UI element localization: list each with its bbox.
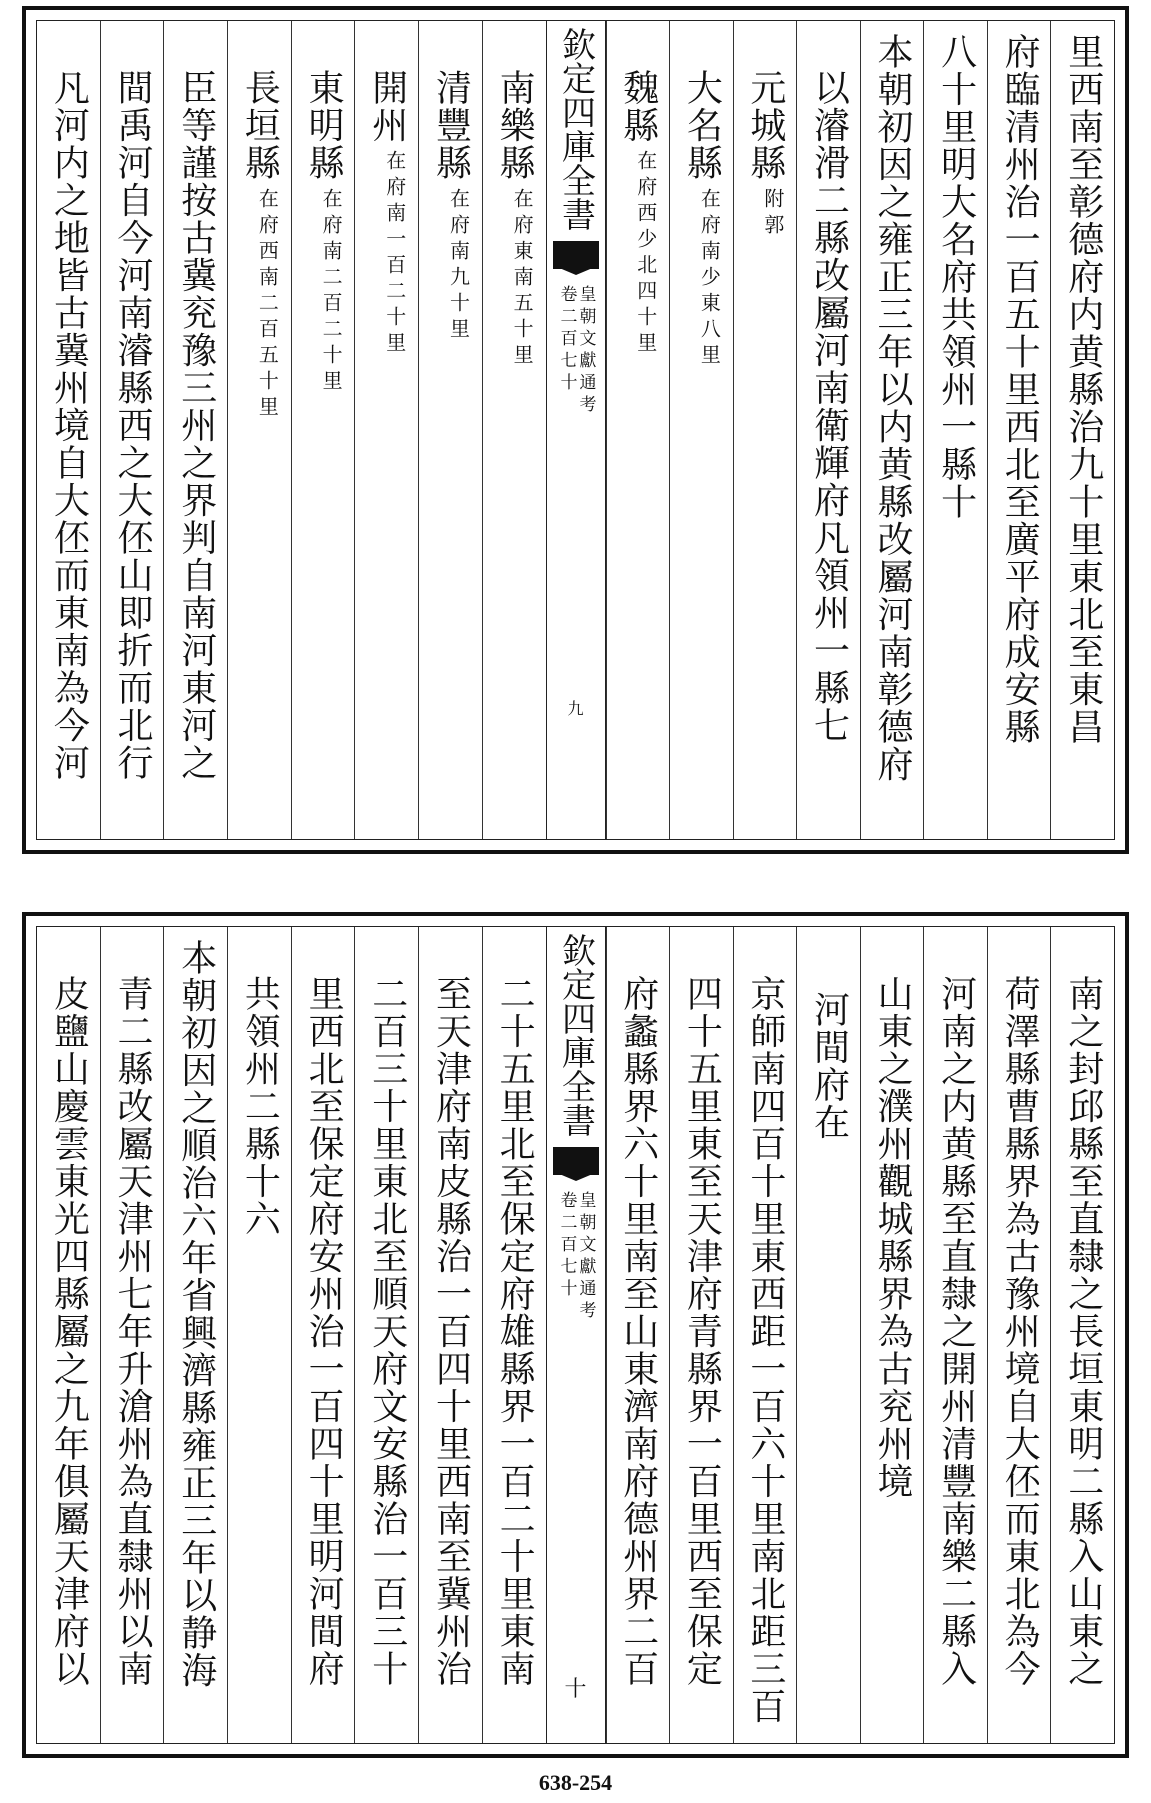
top-page-inner bbox=[36, 20, 1115, 840]
location-note bbox=[446, 187, 471, 344]
text-column bbox=[37, 927, 100, 1743]
fish-tail-ornament bbox=[553, 241, 599, 269]
book-title: 皇朝文獻通考 bbox=[575, 1191, 596, 1323]
county-entry bbox=[681, 69, 723, 370]
note-line: 附 bbox=[760, 187, 785, 214]
text-column bbox=[923, 21, 987, 839]
county-name: 南樂縣 bbox=[494, 69, 536, 182]
column-text: 荷澤縣曹縣界為古豫州境自大伾而東北為今 bbox=[999, 975, 1041, 1688]
text-column bbox=[418, 927, 482, 1743]
location-note bbox=[255, 187, 280, 422]
note-line: 在府西南二 bbox=[255, 187, 280, 318]
volume-number: 卷二百七十 bbox=[556, 285, 577, 395]
column-text: 皮鹽山慶雲東光四縣屬之九年俱屬天津府以 bbox=[48, 975, 90, 1688]
text-column bbox=[482, 21, 546, 839]
text-column bbox=[37, 21, 100, 839]
leaf-number: 九 bbox=[567, 699, 584, 718]
text-column bbox=[733, 927, 797, 1743]
note-line: 東八里 bbox=[697, 291, 722, 370]
center-margin-bottom bbox=[546, 927, 606, 1743]
top-page bbox=[22, 6, 1129, 854]
margin-subtitles bbox=[558, 285, 594, 417]
column-text: 臣等謹按古冀兖豫三州之界判自南河東河之 bbox=[175, 69, 217, 782]
text-column bbox=[860, 21, 924, 839]
location-note bbox=[697, 187, 722, 370]
county-name: 清豐縣 bbox=[430, 69, 472, 182]
note-line: 在府南一 bbox=[382, 150, 407, 254]
note-line: 百二十里 bbox=[319, 291, 344, 396]
center-margin-top bbox=[546, 21, 606, 839]
bottom-page-inner bbox=[36, 926, 1115, 1744]
text-column bbox=[354, 21, 418, 839]
county-entry bbox=[617, 69, 659, 358]
column-text: 四十五里東至天津府青縣界一百里西至保定 bbox=[681, 975, 723, 1688]
note-line: 在府南二 bbox=[319, 187, 344, 292]
column-text: 共領州二縣十六 bbox=[239, 975, 281, 1238]
text-column bbox=[163, 927, 227, 1743]
text-column bbox=[669, 21, 733, 839]
bottom-page-right-half bbox=[606, 927, 1115, 1743]
location-note bbox=[510, 187, 535, 370]
top-page-left-half bbox=[37, 21, 546, 839]
column-text: 八十里明大名府共領州一縣十 bbox=[935, 33, 977, 521]
note-line: 在府東南 bbox=[510, 187, 535, 292]
collection-title: 欽定四庫全書 bbox=[555, 27, 596, 231]
county-entry bbox=[239, 69, 281, 422]
column-text: 至天津府南皮縣治一百四十里西南至冀州治 bbox=[430, 975, 472, 1688]
note-line: 九十里 bbox=[446, 265, 471, 344]
note-line: 郭 bbox=[760, 213, 785, 240]
location-note bbox=[319, 187, 344, 396]
text-column bbox=[100, 21, 164, 839]
column-text: 間禹河自今河南濬縣西之大伾山即折而北行 bbox=[112, 69, 154, 782]
column-text: 府蠡縣界六十里南至山東濟南府德州界二百 bbox=[617, 975, 659, 1688]
text-column bbox=[860, 927, 924, 1743]
text-column bbox=[796, 927, 860, 1743]
text-column bbox=[1050, 927, 1114, 1743]
text-column bbox=[1050, 21, 1114, 839]
margin-subtitles bbox=[558, 1191, 594, 1323]
location-note bbox=[384, 150, 405, 358]
book-title: 皇朝文獻通考 bbox=[575, 285, 596, 417]
bottom-page-left-half bbox=[37, 927, 546, 1743]
note-line: 百五十里 bbox=[255, 317, 280, 422]
column-text: 里西北至保定府安州治一百四十里明河間府 bbox=[303, 975, 345, 1688]
column-text: 山東之濮州觀城縣界為古兖州境 bbox=[872, 975, 914, 1500]
county-name: 魏縣 bbox=[617, 69, 659, 144]
column-text: 本朝初因之順治六年省興濟縣雍正三年以静海 bbox=[175, 939, 217, 1689]
county-name: 長垣縣 bbox=[239, 69, 281, 182]
text-column bbox=[227, 21, 291, 839]
county-entry bbox=[430, 69, 472, 344]
text-column bbox=[606, 21, 670, 839]
leaf-number: 十 bbox=[564, 1677, 587, 1702]
volume-number: 卷二百七十 bbox=[556, 1191, 577, 1301]
county-entry bbox=[303, 69, 345, 396]
page-number: 638-254 bbox=[538, 1770, 613, 1795]
county-entry bbox=[744, 69, 786, 240]
text-column bbox=[291, 21, 355, 839]
column-text: 凡河内之地皆古冀州境自大伾而東南為今河 bbox=[48, 69, 90, 782]
text-column bbox=[796, 21, 860, 839]
column-text: 府臨清州治一百五十里西北至廣平府成安縣 bbox=[999, 33, 1041, 746]
column-text: 里西南至彰德府内黄縣治九十里東北至東昌 bbox=[1062, 33, 1104, 746]
collection-title: 欽定四庫全書 bbox=[555, 933, 596, 1137]
column-text: 本朝初因之雍正三年以内黄縣改屬河南彰德府 bbox=[872, 33, 914, 783]
text-column bbox=[163, 21, 227, 839]
bottom-page bbox=[22, 912, 1129, 1758]
column-text: 河間府在 bbox=[808, 991, 850, 1141]
county-name: 開州 bbox=[366, 69, 408, 144]
note-line: 在府南少 bbox=[697, 187, 722, 292]
county-name: 大名縣 bbox=[681, 69, 723, 182]
column-text: 河南之内黄縣至直隸之開州清豐南樂二縣入 bbox=[935, 975, 977, 1688]
county-name: 東明縣 bbox=[303, 69, 345, 182]
top-page-right-half bbox=[606, 21, 1115, 839]
note-line: 百二十里 bbox=[382, 254, 407, 358]
note-line: 五十里 bbox=[510, 291, 535, 370]
note-line: 在府西少 bbox=[633, 150, 658, 254]
column-text: 京師南四百十里東西距一百六十里南北距三百 bbox=[744, 975, 786, 1725]
text-column bbox=[987, 21, 1051, 839]
county-name: 元城縣 bbox=[744, 69, 786, 182]
note-line: 在府南 bbox=[446, 187, 471, 266]
county-entry bbox=[366, 69, 408, 358]
text-column bbox=[227, 927, 291, 1743]
text-column bbox=[669, 927, 733, 1743]
fish-tail-ornament bbox=[553, 1147, 599, 1175]
column-text: 南之封邱縣至直隸之長垣東明二縣入山東之 bbox=[1062, 975, 1104, 1688]
location-note bbox=[762, 188, 783, 240]
text-column bbox=[987, 927, 1051, 1743]
column-text: 二十五里北至保定府雄縣界一百二十里東南 bbox=[494, 975, 536, 1688]
column-text: 以濬滑二縣改屬河南衛輝府凡領州一縣七 bbox=[808, 69, 850, 744]
column-text: 青二縣改屬天津州七年升滄州為直隸州以南 bbox=[112, 975, 154, 1688]
text-column bbox=[354, 927, 418, 1743]
text-column bbox=[291, 927, 355, 1743]
text-column bbox=[482, 927, 546, 1743]
text-column bbox=[606, 927, 670, 1743]
location-note bbox=[635, 150, 656, 358]
text-column bbox=[733, 21, 797, 839]
text-column bbox=[100, 927, 164, 1743]
text-column bbox=[923, 927, 987, 1743]
column-text: 二百三十里東北至順天府文安縣治一百三十 bbox=[366, 975, 408, 1688]
text-column bbox=[418, 21, 482, 839]
county-entry bbox=[494, 69, 536, 370]
note-line: 北四十里 bbox=[633, 254, 658, 358]
